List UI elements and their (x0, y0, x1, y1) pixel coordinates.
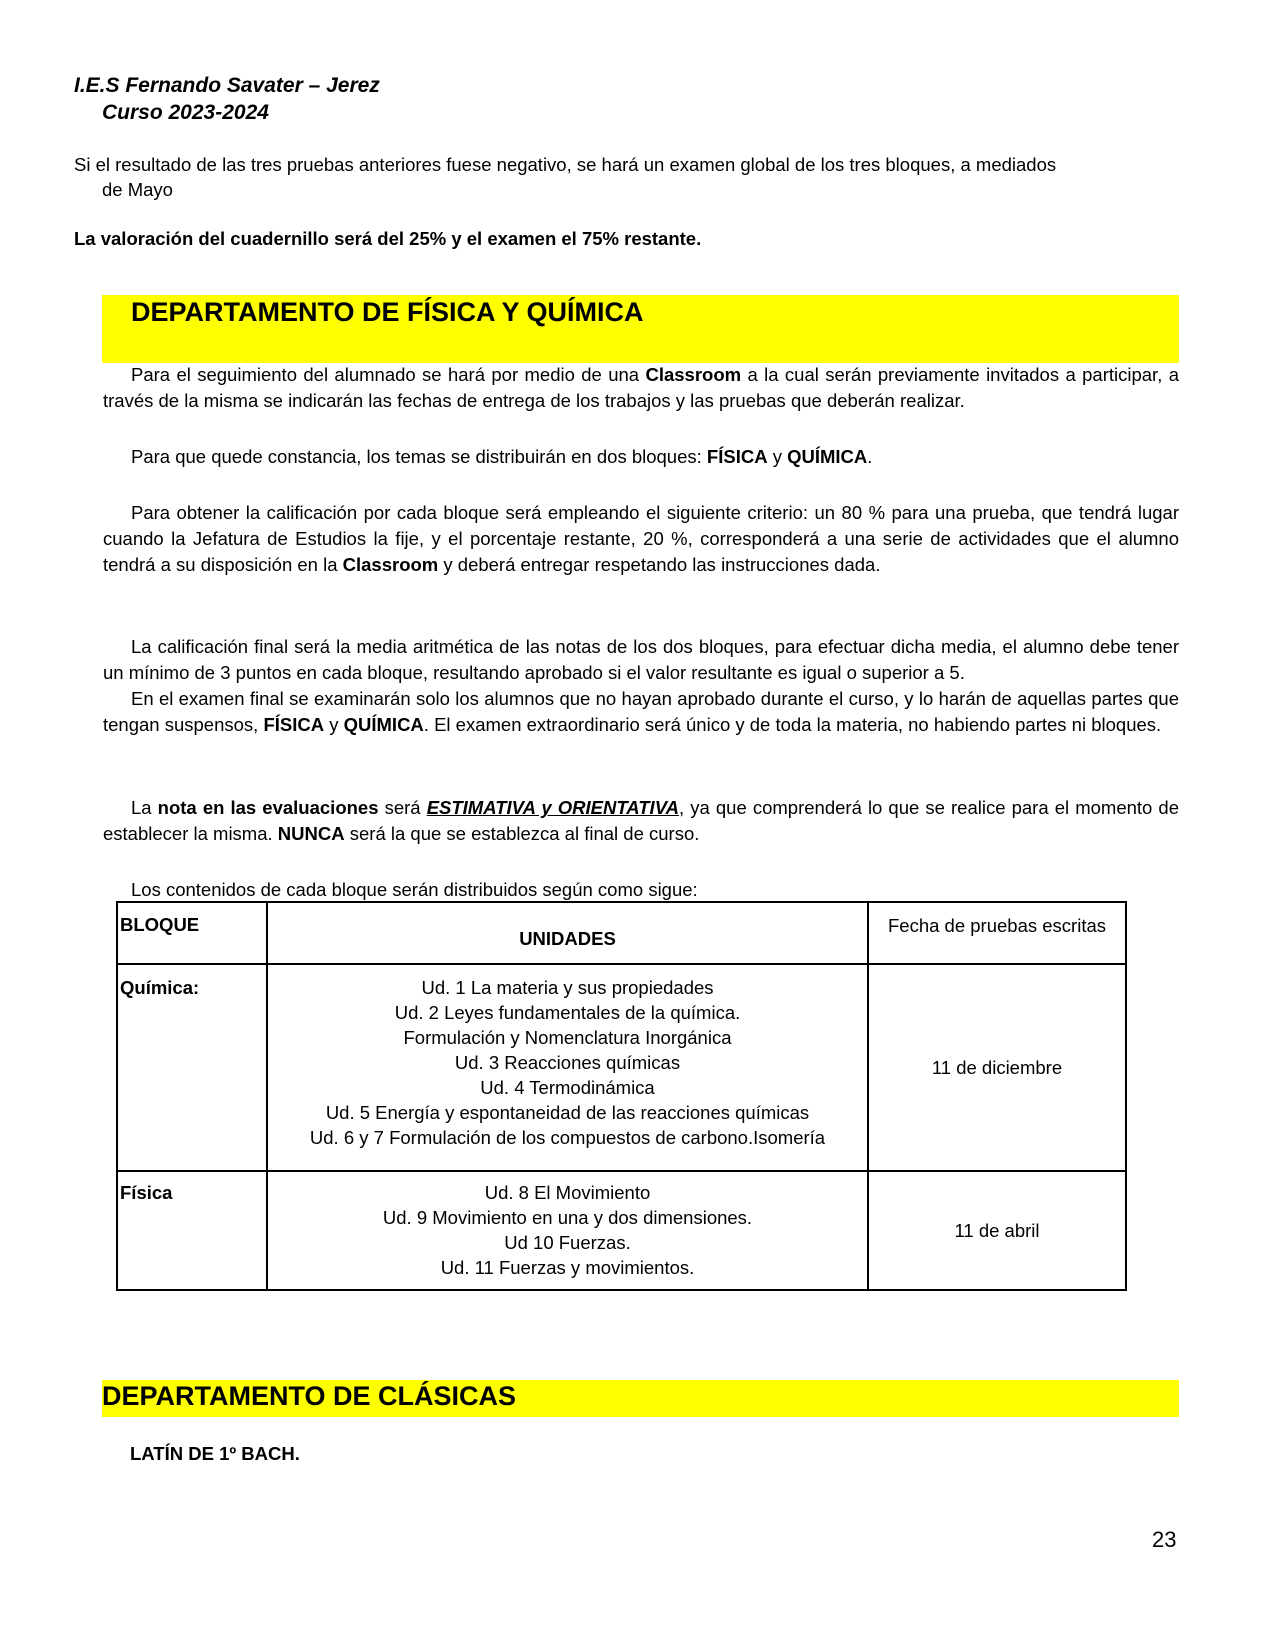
unit-item: Formulación y Nomenclatura Inorgánica (403, 1027, 732, 1048)
unit-item: Ud. 2 Leyes fundamentales de la química. (394, 1002, 741, 1023)
subject-latin: LATÍN DE 1º BACH. (130, 1443, 300, 1464)
paragraph-evaluation-note: La nota en las evaluaciones será ESTIMATIVA y ORIENTATIVA, ya que comprenderá lo que se realice para el momento de establecer la misma. NUNCA será la que se establezca al final de curso. (103, 797, 1179, 844)
school-name: I.E.S Fernando Savater – Jerez (74, 74, 380, 97)
unit-item: Ud. 4 Termodinámica (480, 1077, 655, 1098)
paragraph-final-grade: La calificación final será la media aritmética de las notas de los dos bloques, para efectuar dicha media, el alumno debe tener un mínimo de 3 puntos en cada bloque, resultando aprobado si el valor resultante es igual o superior a 5. (103, 636, 1179, 683)
valuation-note: La valoración del cuadernillo será del 25% y el examen el 75% restante. (74, 228, 702, 249)
table-intro: Los contenidos de cada bloque serán distribuidos según como sigue: (131, 879, 698, 900)
unit-item: Ud. 8 El Movimiento (484, 1182, 651, 1203)
unit-item: Ud. 5 Energía y espontaneidad de las reacciones químicas (325, 1102, 810, 1123)
units-table (116, 901, 1127, 1291)
unit-item: Ud. 3 Reacciones químicas (454, 1052, 681, 1073)
unit-item: Ud. 1 La materia y sus propiedades (421, 977, 714, 998)
bloque-quimica: Química: (117, 964, 267, 1171)
paragraph-blocks: Para que quede constancia, los temas se distribuirán en dos bloques: FÍSICA y QUÍMICA. (131, 446, 873, 467)
fecha-fisica: 11 de abril (868, 1171, 1126, 1290)
bloque-fisica: Física (117, 1171, 267, 1290)
unit-item: Ud. 11 Fuerzas y movimientos. (440, 1257, 695, 1278)
unidades-quimica (267, 964, 868, 1171)
header-fecha: Fecha de pruebas escritas (868, 902, 1126, 964)
table-row (117, 1171, 1126, 1290)
global-exam-line-2: de Mayo (102, 179, 173, 200)
unit-item: Ud. 9 Movimiento en una y dos dimensiones. (382, 1207, 753, 1228)
paragraph-criteria: Para obtener la calificación por cada bloque será empleando el siguiente criterio: un 80 % para una prueba, que tendrá lugar cuando la Jefatura de Estudios la fije, y el porcentaje restante, 20 %, corresponderá a una serie de actividades que el alumno tendrá a su disposición en la Classroom y deberá entregar respetando las instrucciones dada. (103, 502, 1179, 575)
paragraph-final-exam: En el examen final se examinarán solo los alumnos que no hayan aprobado durante el curso, y lo harán de aquellas partes que tengan suspensos, FÍSICA y QUÍMICA. El examen extraordinario será único y de toda la materia, no habiendo partes ni bloques. (103, 688, 1179, 735)
unit-item: Ud. 6 y 7 Formulación de los compuestos de carbono.Isomería (309, 1127, 826, 1148)
section-title-fisica-quimica: DEPARTAMENTO DE FÍSICA Y QUÍMICA (131, 297, 644, 327)
fecha-quimica: 11 de diciembre (868, 964, 1126, 1171)
unidades-fisica (267, 1171, 868, 1290)
page-number: 23 (1152, 1527, 1177, 1552)
table-header-row (117, 902, 1126, 964)
global-exam-line-1: Si el resultado de las tres pruebas anteriores fuese negativo, se hará un examen global de los tres bloques, a mediados (74, 154, 1057, 175)
course-year: Curso 2023-2024 (102, 101, 269, 124)
paragraph-classroom: Para el seguimiento del alumnado se hará por medio de una Classroom a la cual serán previamente invitados a participar, a través de la misma se indicarán las fechas de entrega de los trabajos y las pruebas que deberán realizar. (103, 364, 1179, 411)
header-unidades: UNIDADES (267, 902, 868, 964)
section-title-clasicas: DEPARTAMENTO DE CLÁSICAS (102, 1381, 517, 1411)
table-row (117, 964, 1126, 1171)
unit-item: Ud 10 Fuerzas. (504, 1232, 631, 1253)
header-bloque: BLOQUE (117, 902, 267, 964)
